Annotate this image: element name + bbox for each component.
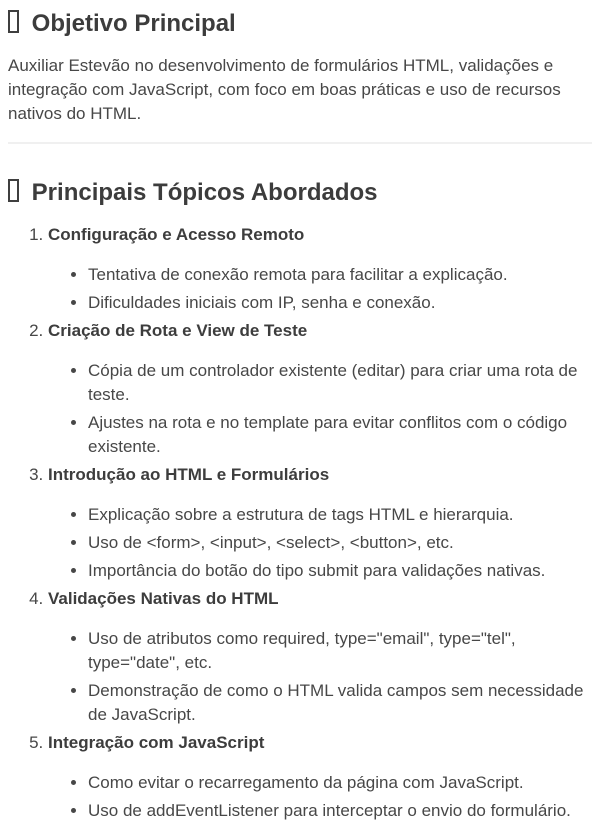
topic-title-text: Integração com JavaScript	[48, 733, 265, 752]
topic-title-text: Criação de Rota e View de Teste	[48, 321, 308, 340]
topic-title	[48, 587, 592, 611]
topics-list	[8, 223, 592, 823]
topic-point: • Como evitar o recarregamento da página com JavaScript.	[88, 771, 592, 795]
topic-point: • Tentativa de conexão remota para facilitar a explicação.	[88, 263, 592, 287]
missing-emoji-icon	[8, 10, 19, 33]
topic-point: • Cópia de um controlador existente (editar) para criar uma rota de teste.	[88, 359, 592, 407]
topic-points-list	[48, 771, 592, 823]
topic-item	[48, 463, 592, 583]
topic-title	[48, 223, 592, 247]
topic-point: • Importância do botão do tipo submit para validações nativas.	[88, 559, 592, 583]
topic-point: • Demonstração de como o HTML valida campos sem necessidade de JavaScript.	[88, 679, 592, 727]
missing-emoji-icon	[8, 179, 19, 202]
topic-title-text: Introdução ao HTML e Formulários	[48, 465, 330, 484]
objective-heading	[8, 10, 592, 38]
topic-points-list	[48, 359, 592, 459]
topic-point: • Explicação sobre a estrutura de tags HTML e hierarquia.	[88, 503, 592, 527]
topics-heading-label: Principais Tópicos Abordados	[31, 179, 378, 206]
topic-title	[48, 731, 592, 755]
topic-point: • Ajustes na rota e no template para evitar conflitos com o código existente.	[88, 411, 592, 459]
objective-paragraph: Auxiliar Estevão no desenvolvimento de formulários HTML, validações e integração com JavaScript, com foco em boas práticas e uso de recursos nativos do HTML.	[8, 56, 561, 123]
topic-point: • Dificuldades iniciais com IP, senha e conexão.	[88, 291, 592, 315]
topic-title-text: Configuração e Acesso Remoto	[48, 225, 305, 244]
topic-title	[48, 319, 592, 343]
topic-point: • Uso de atributos como required, type="email", type="tel", type="date", etc.	[88, 627, 592, 675]
topic-item	[48, 587, 592, 727]
topic-item	[48, 223, 592, 315]
topics-heading	[8, 179, 592, 207]
topic-title	[48, 463, 592, 487]
topic-point: • Uso de <form>, <input>, <select>, <button>, etc.	[88, 531, 592, 555]
topic-item	[48, 319, 592, 459]
objective-heading-label: Objetivo Principal	[31, 10, 236, 37]
topic-point: • Uso de addEventListener para interceptar o envio do formulário.	[88, 799, 592, 823]
topic-points-list	[48, 627, 592, 727]
section-divider	[8, 142, 592, 144]
topic-item	[48, 731, 592, 823]
topic-points-list	[48, 503, 592, 583]
topic-points-list	[48, 263, 592, 315]
topic-title-text: Validações Nativas do HTML	[48, 589, 279, 608]
